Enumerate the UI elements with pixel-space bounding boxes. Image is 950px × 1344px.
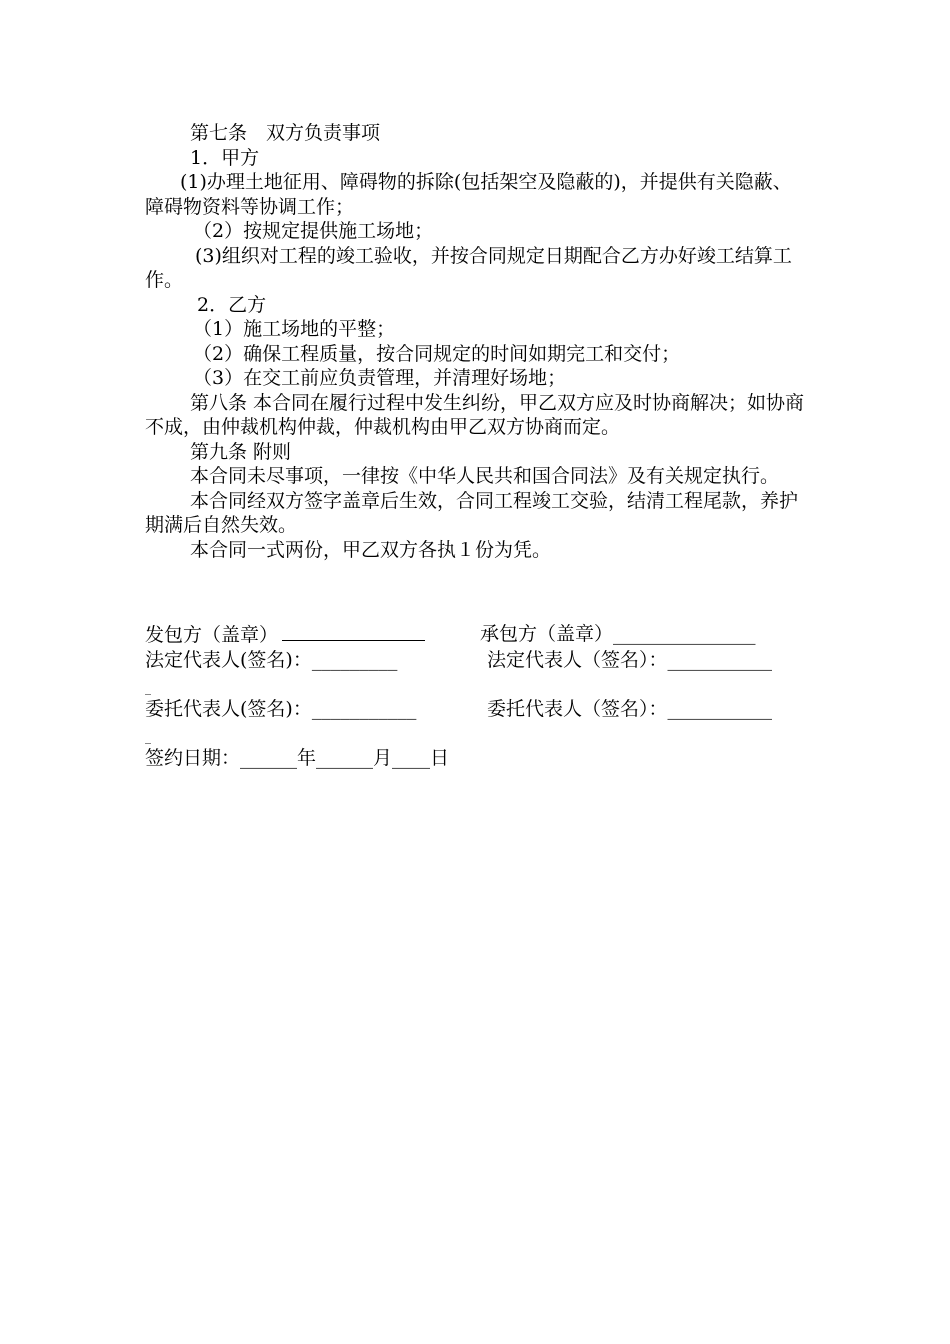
party-a-item-1: (1)办理土地征用、障碍物的拆除(包括架空及隐蔽的)，并提供有关隐蔽、障碍物资料等协调工作； <box>145 171 792 218</box>
article-7-heading: 第七条 双方负责事项 <box>190 122 381 144</box>
issuer-entrusted-rep[interactable]: 委托代表人(签名)：___________ <box>145 698 417 720</box>
contractor-seal-label: 承包方（盖章） <box>480 623 614 645</box>
article-9-paragraph-2: 本合同经双方签字盖章后生效，合同工程竣工交验，结清工程尾款，养护期满后自然失效。 <box>145 489 799 536</box>
party-b-item-2: （2）确保工程质量，按合同规定的时间如期完工和交付； <box>193 342 681 365</box>
contractor-seal-blank[interactable]: _______________ <box>613 623 756 645</box>
article-9-heading: 第九条 附则 <box>190 440 292 463</box>
party-a-item-2: （2）按规定提供施工场地； <box>193 220 434 242</box>
party-a-item-3: (3)组织对工程的竣工验收，并按合同规定日期配合乙方办好竣工结算工作。 <box>145 244 792 291</box>
contractor-legal-rep[interactable]: 法定代表人（签名）：___________ <box>487 649 773 671</box>
party-b-item-1: （1）施工场地的平整； <box>193 318 396 340</box>
legal-rep-overflow: _ <box>145 681 151 695</box>
issuer-seal-line[interactable] <box>282 622 425 641</box>
article-9-paragraph-1: 本合同未尽事项，一律按《中华人民共和国合同法》及有关规定执行。 <box>190 465 780 487</box>
entrusted-rep-overflow: _ <box>145 730 151 744</box>
issuer-legal-rep[interactable]: 法定代表人(签名)：_________ <box>145 649 398 671</box>
contractor-entrusted-rep[interactable]: 委托代表人（签名）：___________ <box>487 698 773 720</box>
issuer-seal-label: 发包方（盖章） <box>145 624 279 646</box>
sign-date[interactable]: 签约日期：______年______月____日 <box>145 747 450 769</box>
party-b-item-3: （3）在交工前应负责管理，并清理好场地； <box>193 367 567 389</box>
party-a-title: 1．甲方 <box>190 146 260 169</box>
article-9-paragraph-3: 本合同一式两份，甲乙双方各执１份为凭。 <box>190 538 552 561</box>
contract-body <box>145 121 807 562</box>
article-8-text: 第八条 本合同在履行过程中发生纠纷，甲乙双方应及时协商解决；如协商不成，由仲裁机构仲裁，仲裁机构由甲乙双方协商而定。 <box>145 391 805 438</box>
party-b-title: 2．乙方 <box>197 293 267 316</box>
